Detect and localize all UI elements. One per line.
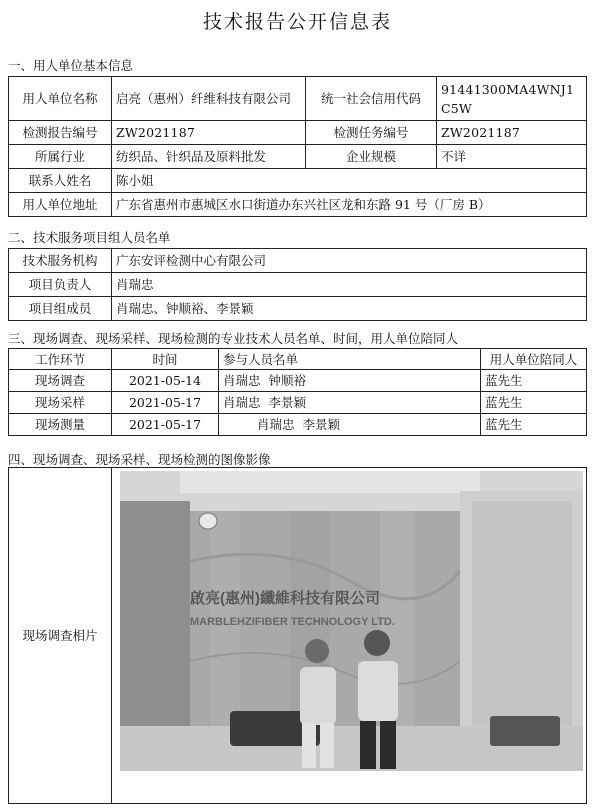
row-date: 2021-05-14 xyxy=(112,370,219,392)
contact-label: 联系人姓名 xyxy=(9,169,112,193)
row-stage: 现场测量 xyxy=(9,414,112,436)
row-stage: 现场调查 xyxy=(9,370,112,392)
row-stage: 现场采样 xyxy=(9,392,112,414)
field-work-table xyxy=(8,348,587,436)
basic-info-table xyxy=(8,76,587,217)
row-date: 2021-05-17 xyxy=(112,414,219,436)
row-escort: 蓝先生 xyxy=(481,414,587,436)
section-1-heading: 一、用人单位基本信息 xyxy=(8,58,134,73)
header-stage: 工作环节 xyxy=(9,349,112,370)
report-no-label: 检测报告编号 xyxy=(9,121,112,145)
company-sign-english: MARBLEHZIFIBER TECHNOLOGY LTD. xyxy=(190,616,395,628)
credit-code-label: 统一社会信用代码 xyxy=(306,77,437,121)
row-date: 2021-05-17 xyxy=(112,392,219,414)
industry-value: 纺织品、针织品及原料批发 xyxy=(112,145,306,169)
contact-value: 陈小姐 xyxy=(112,169,587,193)
unit-name-label: 用人单位名称 xyxy=(9,77,112,121)
address-value: 广东省惠州市惠城区水口街道办东兴社区龙和东路 91 号（厂房 B） xyxy=(112,193,587,217)
team-table xyxy=(8,248,587,321)
header-date: 时间 xyxy=(112,349,219,370)
header-escort: 用人单位陪同人 xyxy=(481,349,587,370)
credit-code-value: 91441300MA4WNJ1C5W xyxy=(437,77,587,121)
row-people: 肖瑞忠 钟顺裕 xyxy=(219,370,481,392)
table-row xyxy=(9,370,587,392)
section-2-heading: 二、技术服务项目组人员名单 xyxy=(8,230,171,245)
table-row xyxy=(9,392,587,414)
leader-label: 项目负责人 xyxy=(9,273,112,297)
row-escort: 蓝先生 xyxy=(481,392,587,414)
members-value: 肖瑞忠、钟顺裕、李景颖 xyxy=(112,297,587,321)
report-no-value: ZW2021187 xyxy=(112,121,306,145)
members-label: 项目组成员 xyxy=(9,297,112,321)
task-no-label: 检测任务编号 xyxy=(306,121,437,145)
row-escort: 蓝先生 xyxy=(481,370,587,392)
row-people: 肖瑞忠 李景颖 xyxy=(219,392,481,414)
scale-value: 不详 xyxy=(437,145,587,169)
section-3-heading: 三、现场调查、现场采样、现场检测的专业技术人员名单、时间，用人单位陪同人 xyxy=(8,331,459,346)
industry-label: 所属行业 xyxy=(9,145,112,169)
header-people: 参与人员名单 xyxy=(219,349,481,370)
site-photo-illustration xyxy=(120,471,583,771)
photo-label: 现场调查相片 xyxy=(9,468,112,804)
page-title: 技术报告公开信息表 xyxy=(202,11,392,33)
table-row xyxy=(9,414,587,436)
row-people: 肖瑞忠 李景颖 xyxy=(219,414,481,436)
address-label: 用人单位地址 xyxy=(9,193,112,217)
site-survey-photo xyxy=(120,471,583,771)
org-label: 技术服务机构 xyxy=(9,249,112,273)
section-4-heading: 四、现场调查、现场采样、现场检测的图像影像 xyxy=(8,452,271,467)
unit-name-value: 启亮（惠州）纤维科技有限公司 xyxy=(112,77,306,121)
task-no-value: ZW2021187 xyxy=(437,121,587,145)
org-value: 广东安评检测中心有限公司 xyxy=(112,249,587,273)
company-sign-chinese: 啟亮(惠州)纖維科技有限公司 xyxy=(190,590,380,607)
scale-label: 企业规模 xyxy=(306,145,437,169)
leader-value: 肖瑞忠 xyxy=(112,273,587,297)
